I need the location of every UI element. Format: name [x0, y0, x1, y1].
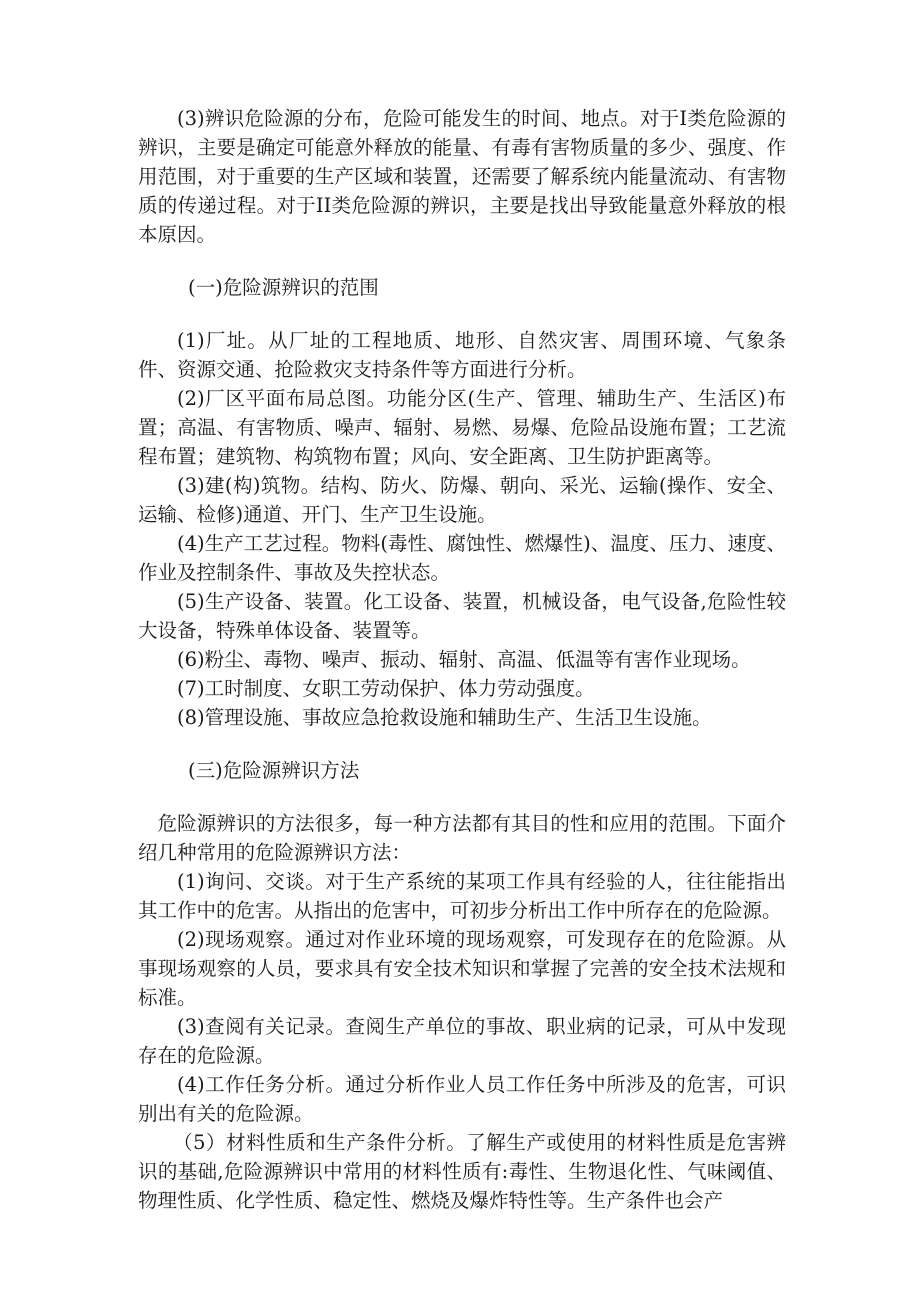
document-page [138, 104, 786, 1215]
method-item: (2)现场观察。通过对作业环境的现场观察，可发现存在的危险源。从事现场观察的人员，要求具有安全技术知识和掌握了完善的安全技术法规和标准。 [138, 928, 786, 1009]
method-item: (1)询问、交谈。对于生产系统的某项工作具有经验的人，往往能指出其工作中的危害。从指出的危害中，可初步分析出工作中所存在的危险源。 [138, 870, 786, 922]
method-item: (4)工作任务分析。通过分析作业人员工作任务中所涉及的危害，可识别出有关的危险源。 [138, 1073, 786, 1125]
scope-item: (4)生产工艺过程。物料(毒性、腐蚀性、燃爆性)、温度、压力、速度、作业及控制条件、事故及失控状态。 [138, 532, 786, 584]
scope-item: (7)工时制度、女职工劳动保护、体力劳动强度。 [177, 677, 595, 700]
scope-item: (1)厂址。从厂址的工程地质、地形、自然灾害、周围环境、气象条件、资源交通、抢险救灾支持条件等方面进行分析。 [138, 329, 786, 381]
section-heading-scope: (一)危险源辨识的范围 [188, 276, 379, 299]
scope-item: (5)生产设备、装置。化工设备、装置，机械设备，电气设备,危险性较大设备，特殊单体设备、装置等。 [138, 590, 786, 642]
scope-item: (3)建(构)筑物。结构、防火、防爆、朝向、采光、运输(操作、安全、运输、检修)通道、开门、生产卫生设施。 [138, 474, 786, 526]
scope-item: (2)厂区平面布局总图。功能分区(生产、管理、辅助生产、生活区)布置；高温、有害物质、噪声、辐射、易燃、易爆、危险品设施布置；工艺流程布置；建筑物、构筑物布置；风向、安全距离、卫生防护距离等。 [138, 387, 786, 468]
intro-paragraph: (3)辨识危险源的分布，危险可能发生的时间、地点。对于Ⅰ类危险源的辨识，主要是确定可能意外释放的能量、有毒有害物质量的多少、强度、作用范围，对于重要的生产区域和装置，还需要了解系统内能量流动、有害物质的传递过程。对于II类危险源的辨识，主要是找出导致能量意外释放的根本原因。 [138, 107, 786, 246]
method-item: （5）材料性质和生产条件分析。了解生产或使用的材料性质是危害辨识的基础,危险源辨识中常用的材料性质有:毒性、生物退化性、气味阈值、物理性质、化学性质、稳定性、燃烧及爆炸特性等。生产条件也会产 [138, 1131, 786, 1212]
methods-intro-paragraph: 危险源辨识的方法很多，每一种方法都有其目的性和应用的范围。下面介绍几种常用的危险源辨识方法： [138, 812, 786, 864]
scope-item: (6)粉尘、毒物、噪声、振动、辐射、高温、低温等有害作业现场。 [177, 648, 751, 671]
scope-item: (8)管理设施、事故应急抢救设施和辅助生产、生活卫生设施。 [177, 706, 712, 729]
method-item: (3)查阅有关记录。查阅生产单位的事故、职业病的记录，可从中发现存在的危险源。 [138, 1015, 786, 1067]
section-heading-methods: (三)危险源辨识方法 [188, 759, 360, 782]
